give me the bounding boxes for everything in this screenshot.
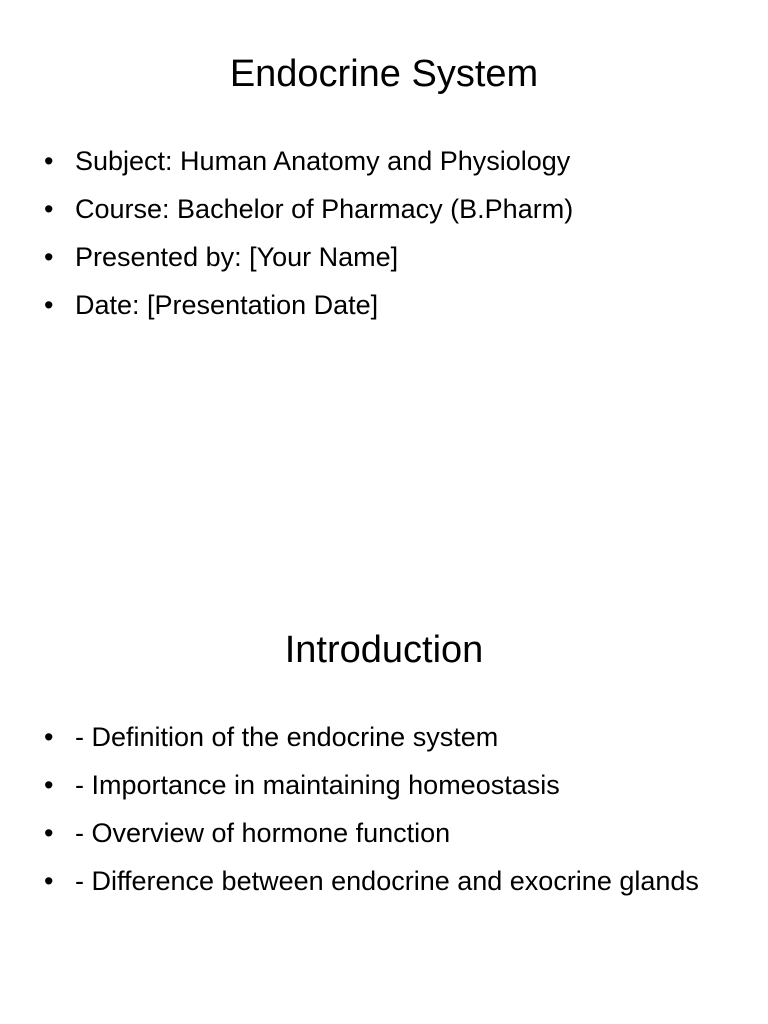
bullet-icon: • bbox=[44, 194, 54, 224]
slide-title: Endocrine System bbox=[229, 53, 539, 95]
bullet-item-difference bbox=[44, 865, 724, 897]
bullet-icon: • bbox=[44, 818, 54, 848]
bullet-text: - Definition of the endocrine system bbox=[75, 722, 499, 752]
bullet-list bbox=[44, 721, 724, 913]
bullet-text: Date: [Presentation Date] bbox=[75, 290, 379, 320]
bullet-icon: • bbox=[44, 866, 54, 896]
bullet-item-overview bbox=[44, 817, 724, 849]
bullet-text: Course: Bachelor of Pharmacy (B.Pharm) bbox=[75, 194, 574, 224]
bullet-icon: • bbox=[44, 770, 54, 800]
bullet-list bbox=[44, 145, 724, 337]
bullet-icon: • bbox=[44, 242, 54, 272]
bullet-item-importance bbox=[44, 769, 724, 801]
bullet-item-definition bbox=[44, 721, 724, 753]
slide-title: Introduction bbox=[284, 629, 484, 671]
bullet-item-presenter bbox=[44, 241, 724, 273]
bullet-icon: • bbox=[44, 146, 54, 176]
bullet-text: - Difference between endocrine and exocrine glands bbox=[75, 866, 699, 896]
bullet-text: Subject: Human Anatomy and Physiology bbox=[75, 146, 571, 176]
bullet-item-course bbox=[44, 193, 724, 225]
bullet-text: - Importance in maintaining homeostasis bbox=[75, 770, 560, 800]
bullet-item-subject bbox=[44, 145, 724, 177]
slide-introduction bbox=[0, 576, 768, 1024]
bullet-icon: • bbox=[44, 290, 54, 320]
bullet-text: Presented by: [Your Name] bbox=[75, 242, 399, 272]
bullet-icon: • bbox=[44, 722, 54, 752]
bullet-text: - Overview of hormone function bbox=[75, 818, 451, 848]
bullet-item-date bbox=[44, 289, 724, 321]
